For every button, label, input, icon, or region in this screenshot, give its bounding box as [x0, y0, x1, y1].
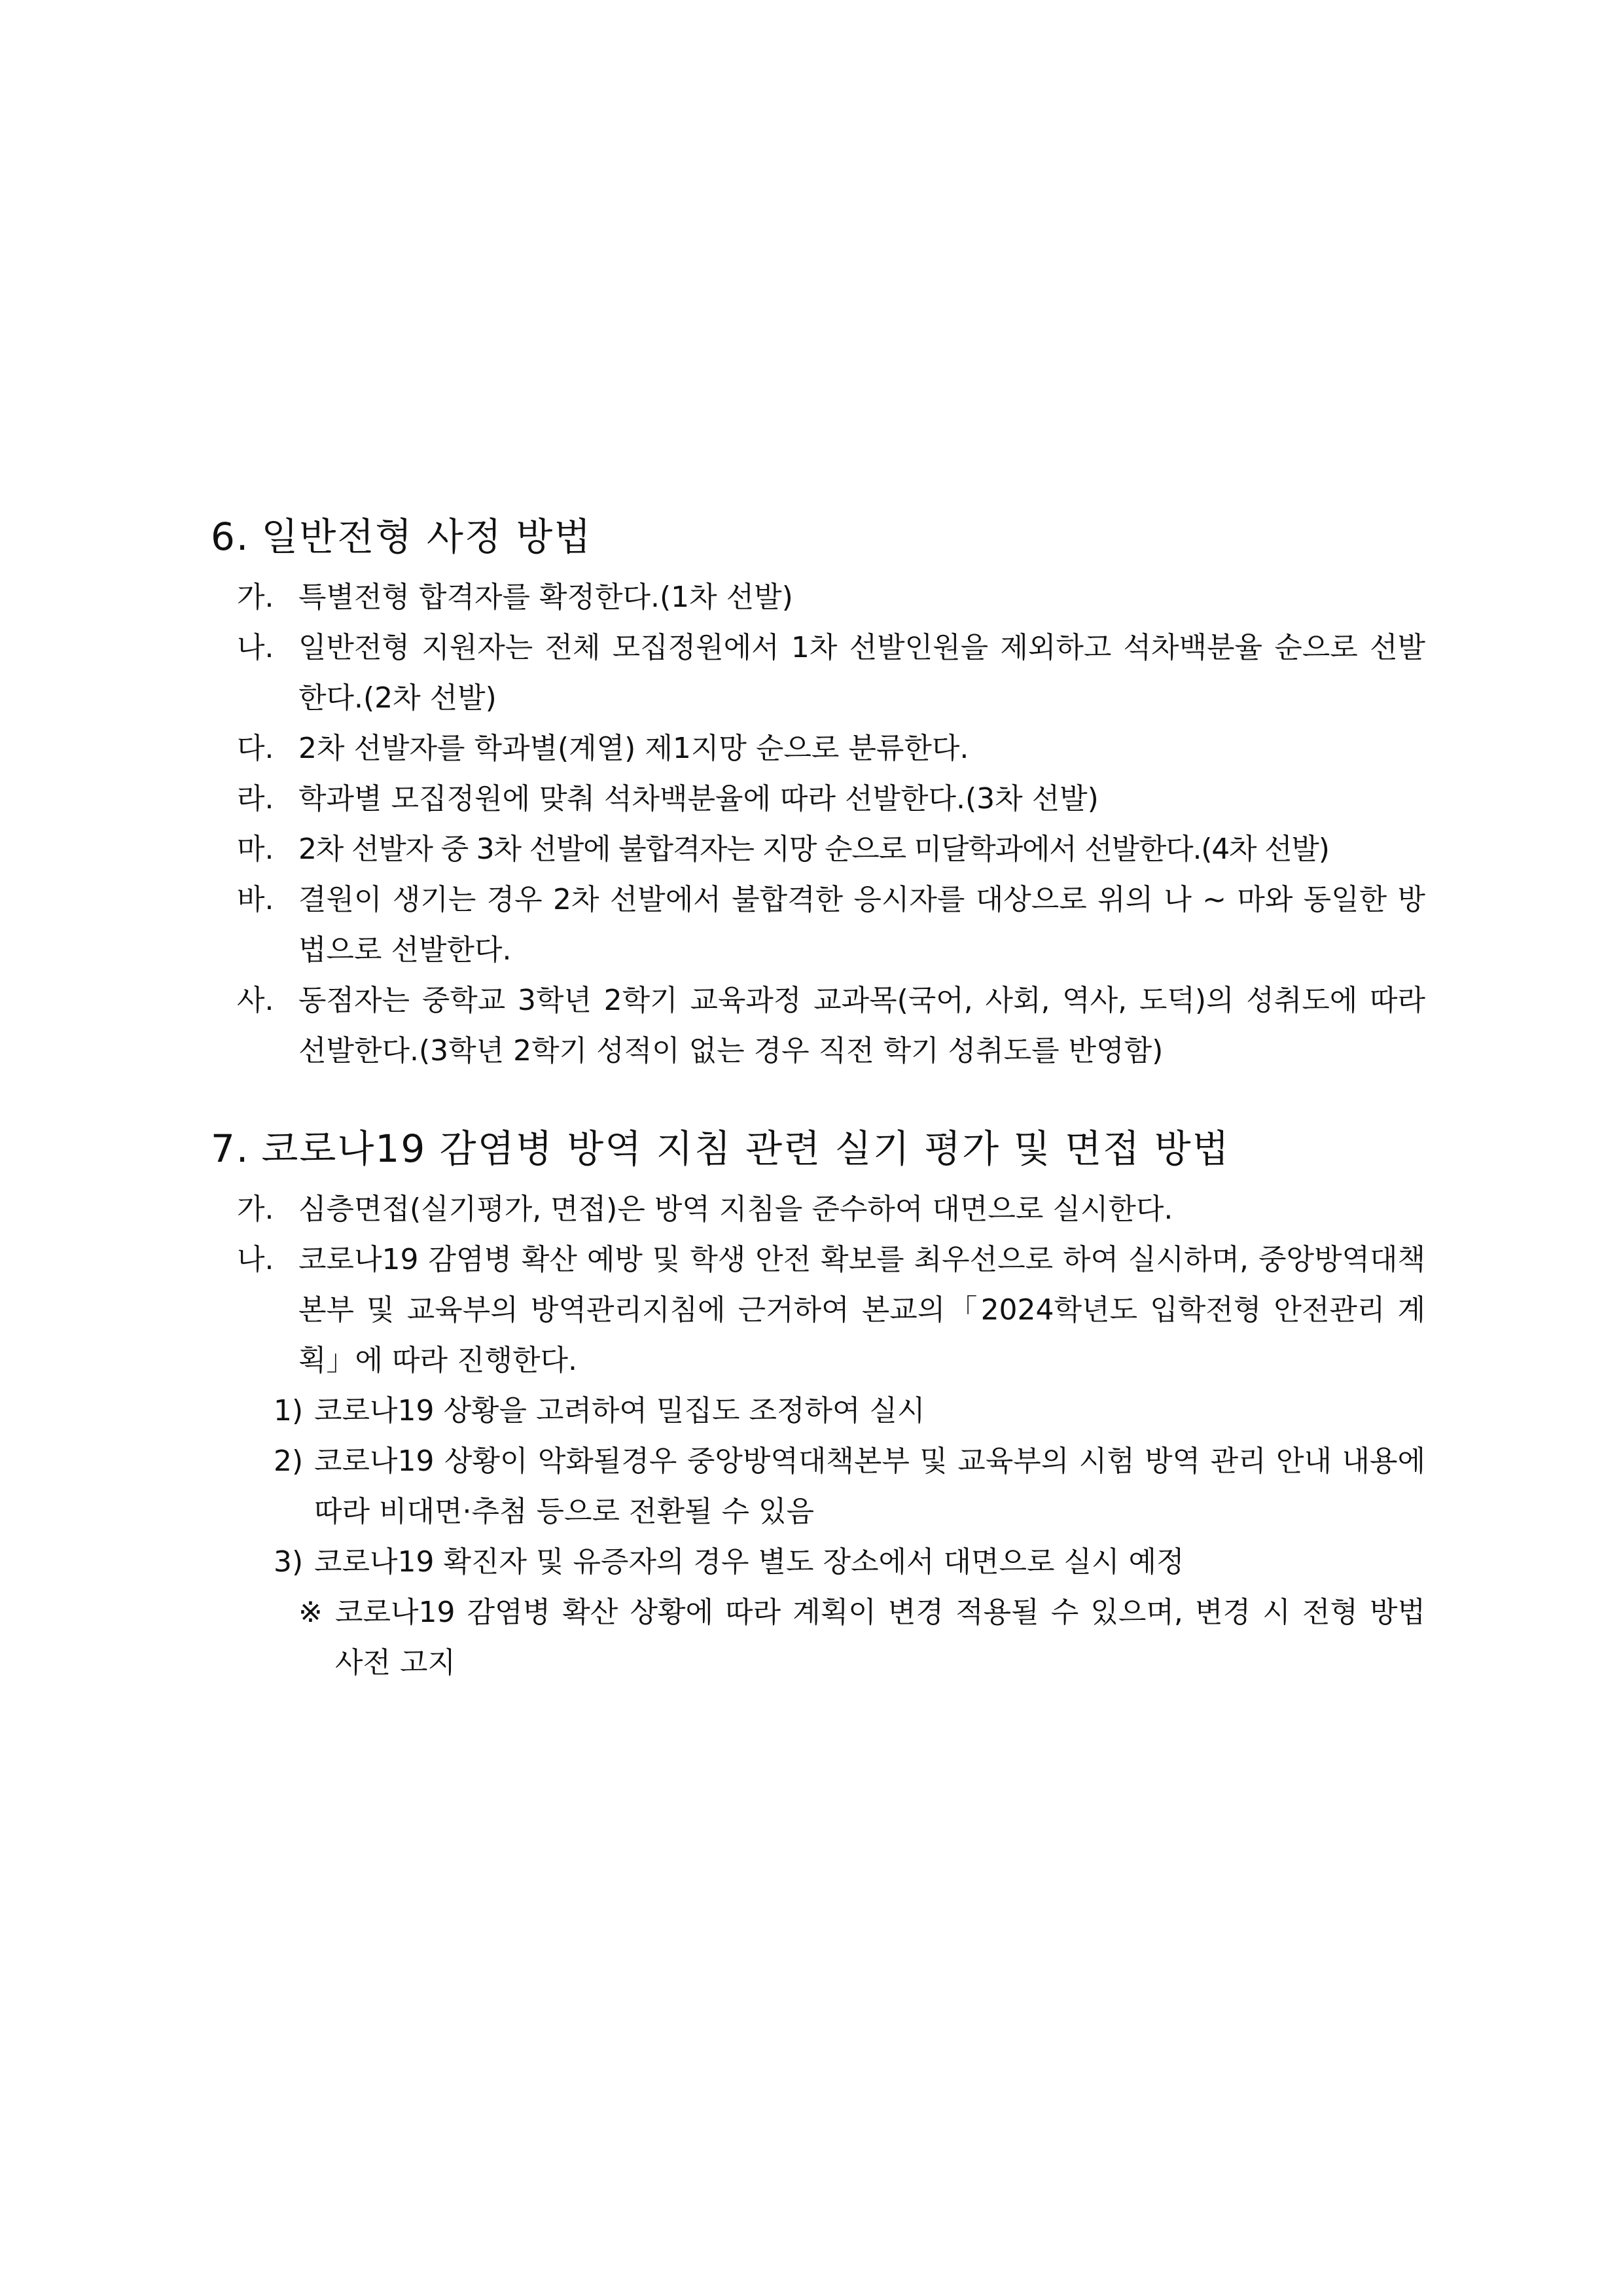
item-text: 동점자는 중학교 3학년 2학기 교육과정 교과목(국어, 사회, 역사, 도덕)의 성취도에 따라 선발한다.(3학년 2학기 성적이 없는 경우 직전 학기 성취도를 반영함) — [298, 984, 1425, 1067]
section-7-item-na — [211, 1234, 1428, 1386]
item-text: 특별전형 합격자를 확정한다.(1차 선발) — [298, 581, 793, 614]
section-7-subitem-1 — [211, 1386, 1428, 1436]
section-6-number: 6. — [211, 514, 250, 559]
section-6-item-sa — [211, 975, 1428, 1076]
section-6-item-ma — [211, 824, 1428, 874]
section-7-note — [211, 1587, 1428, 1688]
section-7-heading — [211, 1116, 1428, 1181]
section-7-subitem-3 — [211, 1537, 1428, 1587]
subitem-marker: 1) — [274, 1394, 304, 1427]
section-6-title: 일반전형 사정 방법 — [261, 514, 592, 559]
item-text: 일반전형 지원자는 전체 모집정원에서 1차 선발인원을 제외하고 석차백분율 순으로 선발한다.(2차 선발) — [298, 631, 1425, 715]
section-7-title: 코로나19 감염병 방역 지침 관련 실기 평가 및 면접 방법 — [261, 1126, 1230, 1171]
note-text: 코로나19 감염병 확산 상황에 따라 계획이 변경 적용될 수 있으며, 변경 시 전형 방법 사전 고지 — [335, 1596, 1426, 1679]
item-marker: 마. — [237, 833, 274, 866]
item-text: 2차 선발자를 학과별(계열) 제1지망 순으로 분류한다. — [298, 732, 969, 765]
item-marker: 라. — [237, 782, 274, 816]
subitem-text: 코로나19 상황이 악화될경우 중앙방역대책본부 및 교육부의 시험 방역 관리 안내 내용에 따라 비대면·추첨 등으로 전환될 수 있음 — [314, 1444, 1425, 1528]
item-marker: 다. — [237, 732, 274, 765]
item-text: 결원이 생기는 경우 2차 선발에서 불합격한 응시자를 대상으로 위의 나 ~ 마와 동일한 방법으로 선발한다. — [298, 883, 1425, 967]
note-marker: ※ — [298, 1596, 323, 1629]
item-marker: 사. — [237, 984, 274, 1017]
item-marker: 가. — [237, 581, 274, 614]
section-7 — [211, 1116, 1428, 1688]
subitem-marker: 2) — [274, 1444, 304, 1478]
item-marker: 바. — [237, 883, 274, 916]
item-text: 2차 선발자 중 3차 선발에 불합격자는 지망 순으로 미달학과에서 선발한다.(4차 선발) — [298, 833, 1329, 866]
section-7-number: 7. — [211, 1126, 250, 1171]
item-marker: 나. — [237, 1243, 274, 1276]
subitem-text: 코로나19 확진자 및 유증자의 경우 별도 장소에서 대면으로 실시 예정 — [314, 1545, 1185, 1579]
section-7-subitem-2 — [211, 1436, 1428, 1537]
subitem-text: 코로나19 상황을 고려하여 밀집도 조정하여 실시 — [314, 1394, 925, 1427]
item-text: 코로나19 감염병 확산 예방 및 학생 안전 확보를 최우선으로 하여 실시하며, 중앙방역대책본부 및 교육부의 방역관리지침에 근거하여 본교의「2024학년도 입학전형 안전관리 계획」에 따라 진행한다. — [298, 1243, 1425, 1377]
section-6 — [211, 504, 1428, 1076]
item-marker: 나. — [237, 631, 274, 664]
section-7-item-ga — [211, 1184, 1428, 1234]
item-text: 심층면접(실기평가, 면접)은 방역 지침을 준수하여 대면으로 실시한다. — [298, 1193, 1173, 1226]
section-6-item-na — [211, 622, 1428, 723]
subitem-marker: 3) — [274, 1545, 304, 1579]
section-6-item-da — [211, 723, 1428, 774]
item-marker: 가. — [237, 1193, 274, 1226]
item-text: 학과별 모집정원에 맞춰 석차백분율에 따라 선발한다.(3차 선발) — [298, 782, 1099, 816]
section-6-heading — [211, 504, 1428, 569]
section-6-item-ra — [211, 774, 1428, 824]
section-6-item-ba — [211, 874, 1428, 975]
section-6-item-ga — [211, 572, 1428, 622]
